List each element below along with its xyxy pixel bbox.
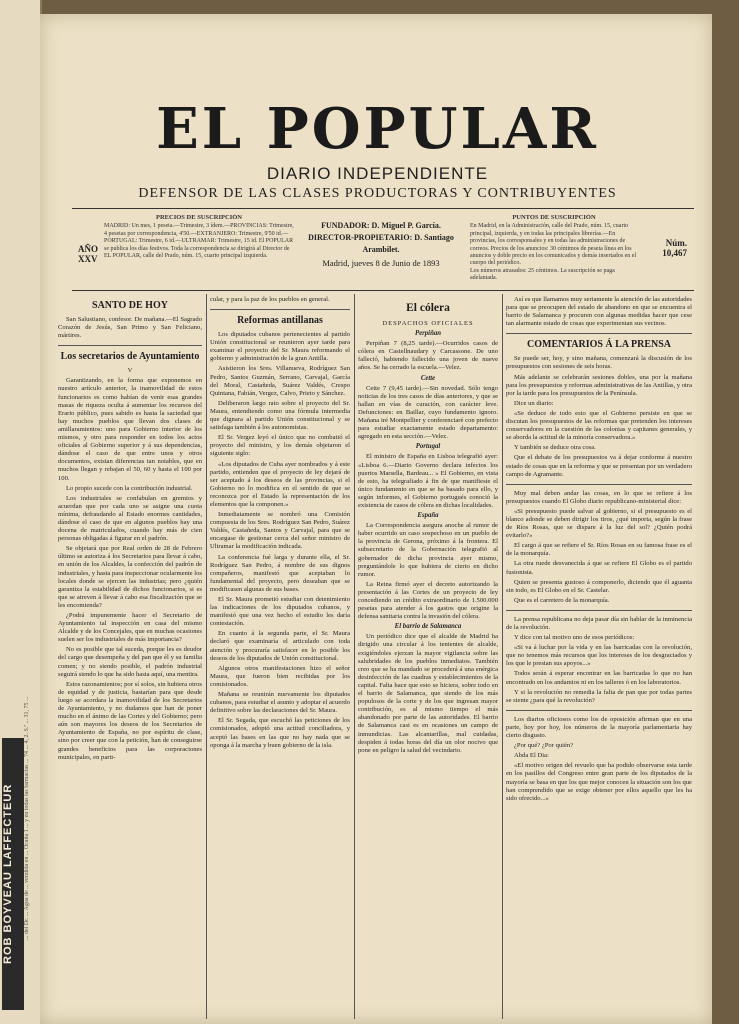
section-rule bbox=[210, 309, 350, 310]
subscription-prices bbox=[104, 214, 294, 288]
paragraph: La conferencia fué larga y durante ella, el Sr. Rodríguez San Pedro, á nombre de sus dignos compañeros, manifestó que aceptaban lo fundamental del proyecto, pero deseaban que se modificasen algunas de sus bases. bbox=[210, 553, 350, 593]
volume-year: AÑO XXV bbox=[78, 244, 98, 264]
paragraph: Quien se presenta gustoso á componerlo, diciendo que él aguanta sin todo, es El Globo en el Sr. Castelar. bbox=[506, 578, 692, 594]
paragraph: Así es que llamamos muy seriamente la atención de las autoridades para que se preocupen del estado de abandono en que se encuentra el barrio de Salamanca y procuren con algunas medidas hacer que cese tan alarmante estado de cosas que experimentan sus vecinos. bbox=[506, 296, 692, 328]
issue-date: Madrid, jueves 8 de Junio de 1893 bbox=[322, 258, 440, 268]
paragraph: Se objetará que por Real orden de 28 de Febrero último se autoriza á los Secretarios para llevar á cabo, en unión de los Alcaldes, la confección del padrón de industriales, y hasta para inspeccionar ocularmente los locales donde se ejercen las industrias; pero ¿quién garantiza la estabilidad de dichos funcionarios, si es que se atreven á llevar á cabo esa fiscalización que se les encomienda? bbox=[58, 545, 202, 609]
dispatch-text: Cette 7 (9,45 tarde).—Sin novedad. Sólo tengo noticias de los tres casos de días anteriores, y que se hallan en vías de curación, con carácter leve. Defunciones: en Baillar, cuyo fundamento ignoro. Mañana iré Montpellier y conferenciaré con prefecto para estudiar exactamente estado departamento: agregado en esta sección.—Velez. bbox=[358, 384, 498, 441]
dispatch-place: Perpiñan bbox=[414, 330, 442, 338]
paragraph: El Sr. Segada, que escuchó las peticiones de los comisionados, adoptó una actitud conciliadora, y aceptó las bases en las que no hay nada que se oponga á la marcha y buen gobierno de la isla. bbox=[210, 717, 350, 749]
dispatch-text: Perpiñan 7 (8,25 tarde).—Ocurridos casos de cólera en Castellnaudary y Carcassone. De uno falleció, habiendo fallecido una joven de nueve años. Se ha cerrado la escuela.—Velez. bbox=[358, 340, 498, 372]
subscription-points-footer: Los números atrasados: 25 céntimos. La suscripción se paga adelantada. bbox=[470, 267, 615, 282]
paragraph: Y dice con tal motivo uno de esos periódicos: bbox=[514, 634, 635, 642]
paragraph: Y si la revolución no remedia la falta de pan que por todas partes se siente ¿para qué la revolución? bbox=[506, 688, 692, 704]
dispatch-place: Cette bbox=[420, 374, 436, 382]
paragraph: «Los diputados de Cuba ayer nombrados y á este partido, entienden que el proyecto de ley dejará de ser aceptado á los deseos de las provincias, si el Gobierno no lo modifica en el sentido de que se reconozca por el Estado la representación de los elementos que la componen.» bbox=[210, 460, 350, 508]
paragraph: No es posible que tal suceda, porque les es deudor del cargo que desempeña y del pan que él y su familia comen; y no siendo posible, el padrón industrial seguirá siendo lo que ha sido hasta aquí, una mentira. bbox=[58, 646, 202, 678]
section-rule bbox=[58, 345, 202, 346]
dispatch-place: España bbox=[417, 512, 439, 520]
paragraph: Asistieron los Sres. Villanueva, Rodríguez San Pedro, Santos Guzmán, Serrano, Carvajal, García del Moral, Castañeda, Suárez Valdés, Crespo Quintana, Fabián, Vergez, Calvo, Prieto y Sánchez. bbox=[210, 365, 350, 397]
paragraph: Deliberaron largo rato sobre el proyecto del Sr. Maura, entendiendo como una fórmula intermedia que dignara al partido Unión constitucional y se satisfaga también á los autonomistas. bbox=[210, 399, 350, 432]
paragraph: La otra ruede desvanecida á que se refiere El Globo es el partido fusionista. bbox=[506, 560, 692, 576]
paragraph: «Si va á luchar por la vida y en las barricadas con la revolución, que no tenemos más recursos que los intereses de los desgraciados y los que le prestan sus apoyos...» bbox=[506, 644, 692, 668]
paragraph: ¿Podrá impunemente hacer el Secretario de Ayuntamiento tal inspección en casa del mismo Alcalde y de los Concejales, que en muchas ocasiones suelen ser los industriales de más importancia? bbox=[58, 612, 202, 644]
dispatch-text: La Reina firmó ayer el decreto autorizando la presentación á las Cortes de un proyecto de ley concediendo un crédito extraordinario de 1.500.000 pesetas para atender á los gastos que origine la defensa sanitaria contra la invasión del cólera. bbox=[358, 580, 498, 621]
comentarios-heading: COMENTARIOS Á LA PRENSA bbox=[527, 339, 671, 351]
column-1 bbox=[58, 296, 202, 1014]
masthead-subtitle: DIARIO INDEPENDIENTE bbox=[266, 164, 489, 183]
paragraph: El Sr. Vergez leyó el único que no combatió el proyecto del ministro, y los demás objetaron el siguiente siglo: bbox=[210, 434, 350, 458]
section-rule bbox=[506, 610, 692, 611]
subscription-points-text: En Madrid, en la Administración, calle del Prado, núm. 15, cuarto principal, izquierda, y en todas las principales librerías.—En provincias, los corresponsales y en todas las administraciones de correos. Precios de los anuncios: 30 céntimos de peseta línea en los anuncios y doble precio en los comunicados y demás insertados en el cuerpo del periódico. bbox=[470, 223, 637, 267]
column-divider bbox=[502, 294, 503, 1019]
subscription-points bbox=[470, 214, 638, 288]
paragraph: Muy mal deben andar las cosas, en lo que se refiere á los presupuestos cuando El Globo diario republicano-ministerial dice: bbox=[506, 489, 692, 505]
subscription-prices-text: MADRID: Un mes, 1 peseta.—Trimestre, 3 ídem.—PROVINCIAS: Trimestre, 4 pesetas por correspondencia, 4'50.—EXTRANJERO: Trimestre, 9'50 id.—PORTUGAL: Trimestre, 6 id.—ULTRAMAR: Trimestre, 15 id. El POPULAR se publica los días festivos. Toda la correspondencia se dirigirá al Director de EL POPULAR, calle del Prado, núm. 15, cuarto principal izquierda. bbox=[104, 223, 294, 260]
dispatch-text: El ministro de España en Lisboa telegrafió ayer: «Lisboa 6.—Diario Governo declara infectos los puertos Marsella, Bardeau... » El Gobierno, en vista de esto, ha telegrafiado á fin de que manifieste el único fundamento en que se ha basado para ello, y según informes, el Gobierno portugués conoció la existencia de casos de cólera en dichas localidades. bbox=[358, 453, 498, 509]
paragraph: Inmediatamente se nombró una Comisión compuesta de los Sres. Rodríguez San Pedro, Suárez Valdés, Castañeda, Santos y Carvajal, para que se encargase de gestionar cerca del señor ministro de Ultramar la modificación indicada. bbox=[210, 511, 350, 551]
editorial-info bbox=[298, 220, 464, 256]
column-divider bbox=[206, 294, 207, 1019]
despachos-subheading: DESPACHOS OFICIALES bbox=[382, 320, 474, 327]
paragraph: cular, y para la paz de los pueblos en general. bbox=[210, 296, 330, 303]
reformas-heading: Reformas antillanas bbox=[237, 315, 323, 327]
dispatch-place: El barrio de Salamanca bbox=[394, 623, 462, 631]
section-rule bbox=[506, 333, 692, 334]
article-part-number: V bbox=[127, 367, 133, 375]
colera-heading: El cólera bbox=[406, 302, 450, 314]
paragraph: Los industriales se confabulan en gremios y acuerdan que por cada uno se asigne una cuota mínima, defraudando al Estado enormes cantidades, dándose el caso de que en algunos pueblos hay una docena de matriculados, cuando hay más de cien personas obligadas á figurar en el padrón. bbox=[58, 494, 202, 543]
adjacent-page-text: ... del Dr. ... Agua de ... vendida en ... Ocaña 1 ... y en todas las farmacias ... 74 ... 4, 2. S.ª ... 31, 75 ... bbox=[24, 696, 30, 940]
paragraph: Dice un diario: bbox=[514, 399, 554, 407]
paragraph: Algunos otros manifestaciones hizo el señor Maura, que fueron bien recibidas por los comisionados. bbox=[210, 664, 350, 688]
masthead-title: EL POPULAR bbox=[156, 96, 599, 162]
paragraph: «Si presupuesto puede salvar al gobierno, si el presupuesto es el blanco adonde se deben dirigir los tiros, ¿qué importa, según la frase de Ríos Rosas, que se dispare á la luz del sol? ¿Quién podrá evitarlo?» bbox=[506, 507, 692, 540]
paragraph: Y también se deduce otra cosa. bbox=[514, 444, 596, 452]
section-rule bbox=[506, 484, 692, 485]
top-rule bbox=[72, 208, 694, 209]
dispatch-text: La Correspondencia asegura anoche al rumor de haber ocurrido un caso sospechoso en un pueblo de la provincia de Gerona, próximo á la frontera. El subsecretario de la Gobernación telegrafió al gobernador de dicha provincia ayer mismo, preguntándole lo que hubiera de cierto en dicho rumor. bbox=[358, 522, 498, 578]
header-bottom-rule bbox=[72, 290, 694, 291]
issue-number: Núm. 10,467 bbox=[662, 238, 687, 258]
subscription-prices-title: PRECIOS DE SUSCRIPCIÓN bbox=[156, 214, 242, 221]
paragraph: El cargo á que se refiere el Sr. Ríos Rosas en su famosa frase es el de la monarquía. bbox=[506, 542, 692, 558]
paragraph: Más adelante se celebrarán sesiones dobles, una por la mañana para los presupuestos y reformas administrativas de las Antillas, y otra por la tarde para los presupuestos de la Península. bbox=[506, 373, 692, 397]
paragraph: Estos razonamientos; por sí solos, sin hubiera otros de equidad y de justicia, bastarían para que desde luego se acordara la inamovilidad de los Secretarios de Ayuntamiento, y no dudamos que han de poner mucho en el ánimo de las Cortes y del Gobierno; pero aún son mayores los deseos de los Secretarios de Ayuntamiento de España, no por espíritu de clase, sino por creer que con la petición, han de conseguirse grandes beneficios para las corporaciones municipales, en parti- bbox=[58, 680, 202, 761]
paragraph: «El motivo origen del revuelo que ha podido observarse esta tarde en los pasillos del Congreso entre gran parte de los diputados de la mayoría se basa en que los que mejor conocen la situación son los que han comprendido que se exige obtener por ellos aquello que les ha sido ofrecido...» bbox=[506, 762, 692, 802]
paragraph: Lo propio sucede con la contribución industrial. bbox=[66, 484, 193, 492]
subscription-points-title: PUNTOS DE SUSCRIPCIÓN bbox=[512, 214, 596, 221]
section-rule bbox=[506, 710, 692, 711]
paragraph: Los diarios oficiosos como los de oposición afirman que en una parte, hoy por hoy, los números de la mayoría parlamentaria hay cierto disgusto. bbox=[506, 715, 692, 740]
paragraph: El Sr. Maura prometió estudiar con detenimiento las indicaciones de los diputados cubanos, y manifestó que una vez hecho el estudio les daría contestación. bbox=[210, 596, 350, 628]
paragraph: En cuanto á la segunda parte, el Sr. Maura declaró que examinaría el articulado con toda atención y procuraría satisfacer en lo posible los deseos de los diputados de Unión constitucional. bbox=[210, 630, 350, 662]
paragraph: Los diputados cubanos pertenecientes al partido Unión constitucional se reunieron ayer tarde para examinar el proyecto del Sr. Maura reformando el gobierno y administración de la gran Antilla. bbox=[210, 331, 350, 363]
column-divider bbox=[354, 294, 355, 1019]
paragraph: Garantizando, en la forma que exponemos en nuestro artículo anterior, la inamovilidad de estos funcionarios es como habían de venir esas grandes masas de riqueza oculta á aumentar los recursos del Erario público, pues sabido es hasta la saciedad que hay muchos pueblos que llevan dos clases de amillaramientos: uno para Gobierno interior de los mismos, y otro para responder en todos los actos oficiales al Gobierno superior y á sus dependencias, dándose el caso de que entre unos y otros documentos, existan diferencias tan notables, que en muchos llegan y rebajan el 50, 60 y hasta el 100 por 100. bbox=[58, 377, 202, 482]
santo-text: San Salustiano, confesor. De mañana.—El Sagrado Corazón de Jesús, San Primo y San Feliciano, mártires. bbox=[58, 316, 202, 340]
paragraph: Se puede ser, hoy, y sino mañana, comenzará la discusión de los presupuestos con sesiones de seis horas. bbox=[506, 355, 692, 371]
paragraph: Que es el carretero de la monarquía. bbox=[514, 596, 610, 604]
column-3 bbox=[358, 296, 498, 1014]
paragraph: Mañana se reunirán nuevamente los diputados cubanos, para estudiar el asunto y adoptar el acuerdo definitivo sobre las declaraciones del Sr. Maura. bbox=[210, 691, 350, 715]
paragraph: La prensa republicana no deja pasar día sin hablar de la inminencia de la revolución. bbox=[506, 615, 692, 631]
paragraph: Abda El Dia: bbox=[514, 752, 549, 760]
newspaper-page bbox=[40, 14, 712, 1024]
paragraph: ¿Por qué? ¿Por quién? bbox=[514, 742, 574, 750]
adjacent-page bbox=[0, 0, 42, 1024]
paragraph: Todos serán á esperar encontrar en las barricadas lo que no han encontrado en los andamios ni en los talleres ó en los laboratorios. bbox=[506, 670, 692, 686]
spine-label: ROB BOYVEAU LAFFECTEUR bbox=[2, 738, 24, 1010]
secretarios-heading: Los secretarios de Ayuntamiento bbox=[60, 351, 200, 363]
column-2 bbox=[210, 296, 350, 1014]
santo-heading: SANTO DE HOY bbox=[92, 300, 168, 311]
paragraph: «Se deduce de todo esto que el Gobierno persiste en que se discutan los presupuestos de las reformas que pretenden los intereses conservadores en la cuestión de las colonias y capitanes generales, y se aborda la actitud de la minoría conservadora.» bbox=[506, 409, 692, 442]
director: DIRECTOR-PROPIETARIO: D. Santiago Arambilet. bbox=[308, 233, 454, 254]
paragraph: Que el debate de los presupuestos va á dejar conforme á nuestro estado de cosas que en la reforma y que se presentan por un verdadero campo de Agramante. bbox=[506, 454, 692, 478]
column-4 bbox=[506, 296, 692, 1014]
dispatch-place: Portugal bbox=[415, 443, 441, 451]
founder: FUNDADOR: D. Miguel P. García. bbox=[321, 221, 441, 230]
dispatch-text: Un periódico dice que el alcalde de Madrid ha dirigido una circular á los tenientes de alcalde, exigiéndoles ejerzan la mayor vigilancia sobre las salubridades de los pueblos inmediatos. También creo que se ha mandado se procederá á una enérgica desinfección de las cuadras y establecimientos de la capital. Falta hace que esto se hiciera, sobre todo en el barrio de Salamanca, que siendo de los más populosos de la corte y de los que ingresan mayor contribución, es al mismo tiempo el más abandonado por parte de las autoridades. El barrio de Salamanca casi es en ocasiones un campo de inmundicias. Las alcantarillas, mal cuidadas, despiden á todas horas del día un olor nocivo que pone en peligro la salud del vecindario. bbox=[358, 633, 498, 754]
masthead-tagline: DEFENSOR DE LAS CLASES PRODUCTORAS Y CONTRIBUYENTES bbox=[138, 186, 617, 201]
